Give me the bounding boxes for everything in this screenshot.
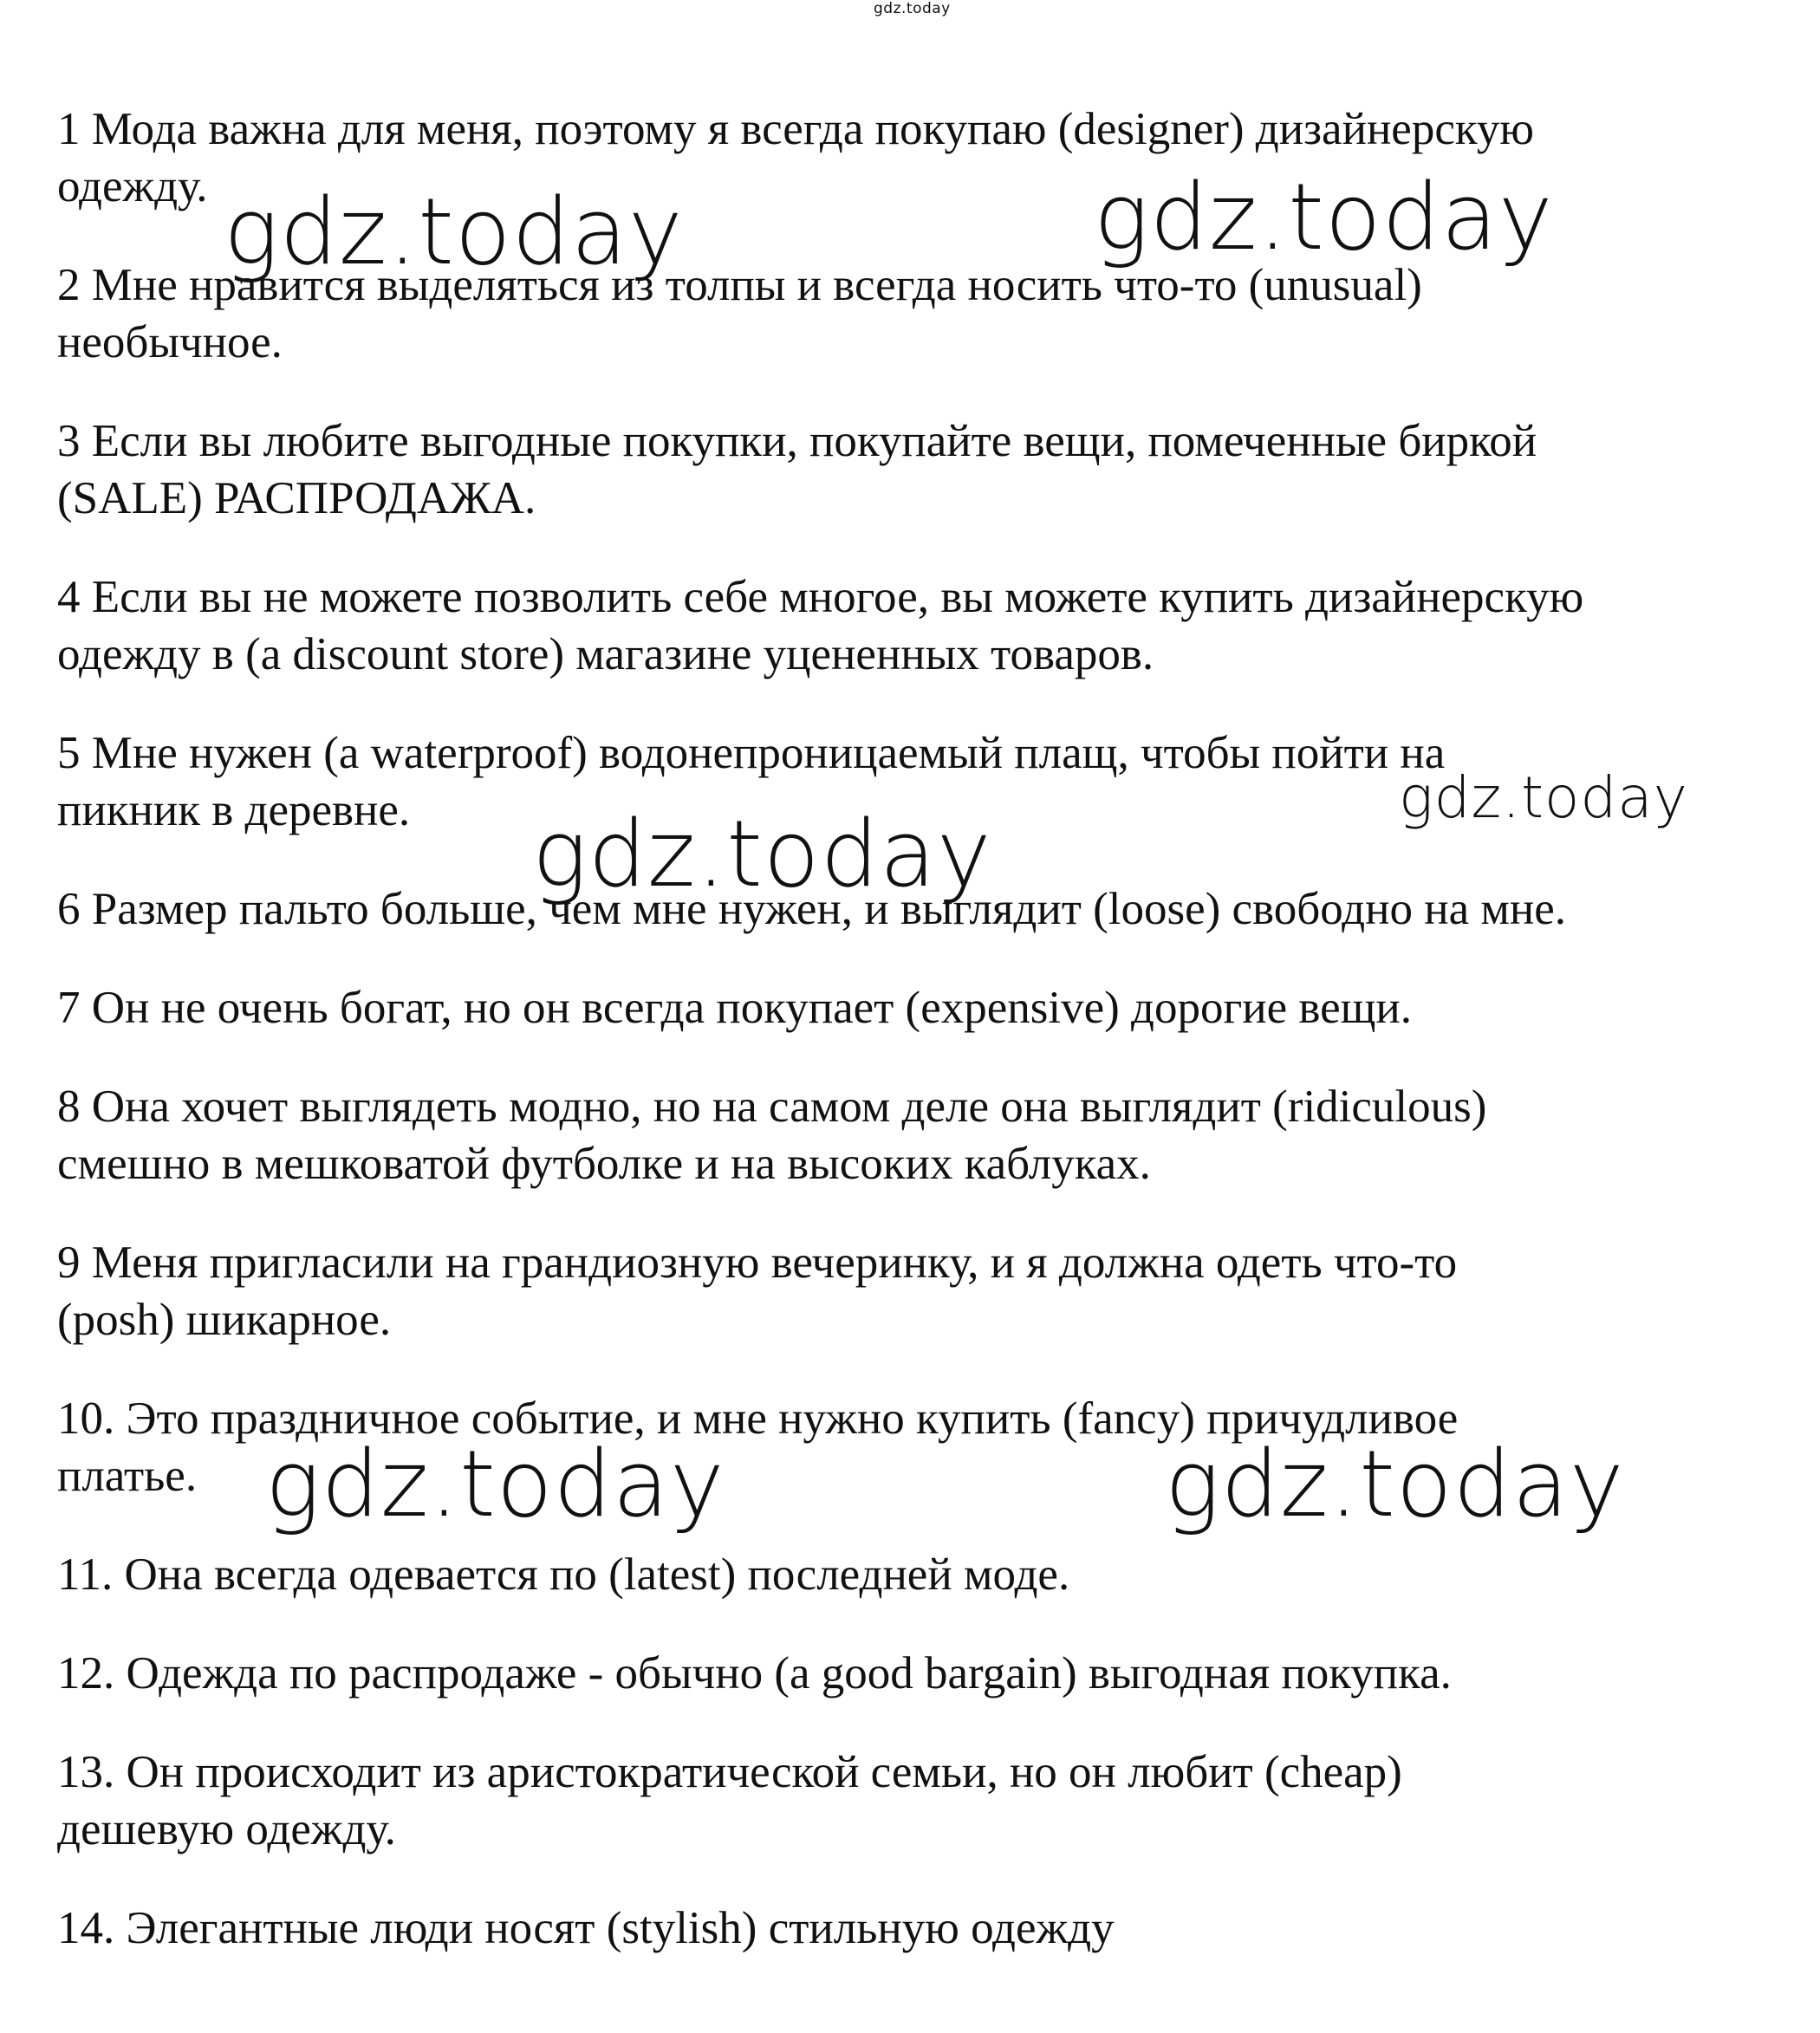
list-item: 7 Он не очень богат, но он всегда покупает (expensive) дорогие вещи. xyxy=(57,983,1413,1033)
list-item: 12. Одежда по распродаже - обычно (a good bargain) выгодная покупка. xyxy=(57,1648,1452,1698)
list-item: 14. Элегантные люди носят (stylish) стильную одежду xyxy=(57,1903,1115,1953)
header-watermark: gdz.today xyxy=(874,0,951,17)
list-item: 3 Если вы любите выгодные покупки, покупайте вещи, помеченные биркой (SALE) РАСПРОДАЖА. xyxy=(57,416,1537,523)
list-item: 5 Мне нужен (a waterproof) водонепроницаемый плащ, чтобы пойти на пикник в деревне. xyxy=(57,728,1446,835)
list-item: 6 Размер пальто больше, чем мне нужен, и выглядит (loose) свободно на мне. xyxy=(57,884,1567,934)
watermark: gdz.today xyxy=(1165,1431,1625,1537)
list-item: 1 Мода важна для меня, поэтому я всегда покупаю (designer) дизайнерскую одежду. xyxy=(57,104,1534,211)
watermark: gdz.today xyxy=(1399,764,1688,831)
watermark: gdz.today xyxy=(1094,164,1554,270)
watermark: gdz.today xyxy=(532,801,992,907)
list-item: 13. Он происходит из аристократической семьи, но он любит (cheap) дешевую одежду. xyxy=(57,1747,1402,1854)
list-item: 10. Это праздничное событие, и мне нужно купить (fancy) причудливое платье. xyxy=(57,1393,1459,1501)
list-item: 11. Она всегда одевается по (latest) последней моде. xyxy=(57,1549,1070,1600)
exercise-list xyxy=(57,101,1782,1998)
watermark: gdz.today xyxy=(224,179,684,285)
list-item: 8 Она хочет выглядеть модно, но на самом деле она выглядит (ridiculous) смешно в мешковатой футболке и на высоких каблуках. xyxy=(57,1081,1487,1189)
list-item: 4 Если вы не можете позволить себе многое, вы можете купить дизайнерскую одежду в (a discount store) магазине уцененных товаров. xyxy=(57,572,1584,679)
list-item: 9 Меня пригласили на грандиозную вечеринку, и я должна одеть что-то (posh) шикарное. xyxy=(57,1237,1458,1345)
list-item: 2 Мне нравится выделяться из толпы и всегда носить что-то (unusual) необычное. xyxy=(57,260,1422,367)
watermark: gdz.today xyxy=(265,1431,725,1537)
